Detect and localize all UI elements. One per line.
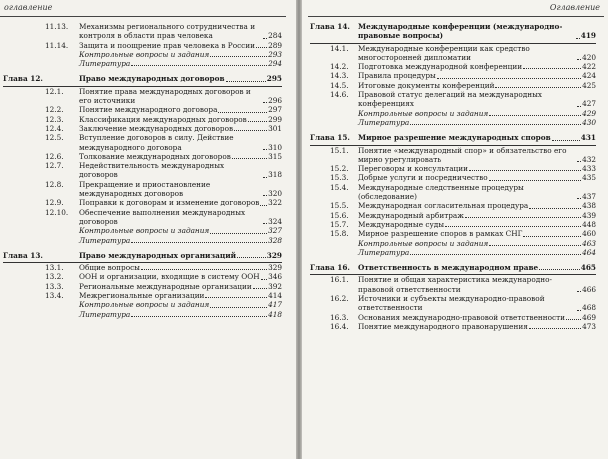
toc-number: 15.7. [330,219,349,229]
toc-number: 12.2. [45,105,64,115]
toc-page-number: 435 [582,173,596,183]
leader-dots [232,158,267,159]
toc-number: 13.1. [45,263,64,273]
toc-number: 15.8. [330,229,349,239]
toc-title: Поправки к договорам и изменение договоров [79,198,260,208]
toc-page-number: 294 [268,59,282,69]
toc-title: Мирное разрешение споров в рамках СНГ [358,229,523,239]
leader-dots [577,291,581,292]
leader-dots [263,149,267,150]
leader-dots [263,195,267,196]
leader-dots [141,269,267,270]
toc-title: Механизмы регионального сотрудничества и контроля в области прав человека [79,22,256,41]
leader-dots [210,233,267,234]
toc-title: Заключение международных договоров [79,123,234,133]
toc-title: Право международных договоров [79,74,225,84]
toc-number: 13.2. [45,272,64,282]
leader-dots [465,217,581,218]
toc-page-number: 431 [580,133,596,143]
toc-page-number: 414 [268,291,282,301]
toc-title: Обеспечение выполнения международных договоров [79,207,246,226]
toc-title: Ответственность в международном праве [358,263,539,273]
toc-title: Мирное разрешение международных споров [358,133,551,143]
toc-page-number: 328 [268,235,282,245]
leader-dots [131,65,267,66]
toc-page-number: 329 [266,250,282,260]
toc-page-number: 297 [268,105,282,115]
toc-page-number: 420 [582,52,596,62]
leader-dots [210,56,267,57]
toc-title: Классификация международных договоров [79,114,247,124]
leader-dots [529,208,581,209]
toc-chapter-entry [3,251,282,263]
toc-section-entry [3,291,282,300]
toc-page-number: 299 [268,114,282,124]
leader-dots [539,269,580,270]
toc-section-entry [3,161,282,180]
toc-title: Понятие международного правонарушения [358,321,528,331]
toc-number: 16.4. [330,321,349,331]
toc-page-number: 295 [266,74,282,84]
toc-page-number: 417 [268,300,282,310]
leader-dots [253,288,267,289]
toc-number: 14.3. [330,71,349,81]
leader-dots [410,124,581,125]
toc-section-entry [310,322,596,331]
toc-number: 12.9. [45,198,64,208]
toc-page-number: 430 [582,117,596,127]
toc-extra-entry [3,226,282,235]
toc-page-number: 460 [582,229,596,239]
toc-title: Контрольные вопросы и задания [79,226,210,236]
toc-title: Понятие и общая характеристика международно-правовой ответственности [358,275,552,294]
leader-dots [131,242,267,243]
leader-dots [529,328,581,329]
running-head: Оглавление [549,3,600,12]
toc-section-entry [3,87,282,106]
toc-page-number: 419 [580,31,596,41]
leader-dots [523,236,581,237]
toc-number: Глава 15. [310,133,350,143]
toc-number: Глава 13. [3,250,43,260]
leader-dots [248,121,267,122]
toc-section-entry [310,81,596,90]
leader-dots [234,130,267,131]
toc-section-entry [310,211,596,220]
toc-chapter-entry [310,263,596,275]
toc-section-entry [3,208,282,227]
toc-page-number: 464 [582,247,596,257]
toc-title: Литература [358,117,410,127]
toc-section-entry [310,313,596,322]
toc-page-number: 473 [582,321,596,331]
toc-page-number: 437 [582,192,596,202]
leader-dots [131,316,267,317]
toc-section-entry [3,198,282,207]
toc-page-number: 346 [268,272,282,282]
toc-extra-entry [3,300,282,309]
toc-number: 14.1. [330,43,349,53]
toc-number: 12.8. [45,179,64,189]
toc-chapter-entry [310,22,596,44]
toc-number: 12.1. [45,86,64,96]
toc-section-entry [310,229,596,238]
leader-dots [261,279,267,280]
toc-title: Понятие «международный спор» и обязательство его мирно урегулировать [358,145,567,164]
header-rule [0,16,286,17]
toc-number: 12.5. [45,133,64,143]
toc-title: Источники и субъекты международно-правовой ответственности [358,294,545,313]
toc-page-number: 392 [268,281,282,291]
toc-title: Литература [79,309,131,319]
leader-dots [445,226,581,227]
toc-extra-entry [3,59,282,68]
toc-page-number: 448 [582,219,596,229]
toc-extra-entry [310,248,596,257]
toc-title: Контрольные вопросы и задания [358,108,489,118]
leader-dots [577,106,581,107]
toc-number: 16.1. [330,275,349,285]
leader-dots [566,319,581,320]
toc-section-entry [310,220,596,229]
toc-section-entry [3,133,282,152]
leader-dots [552,140,580,141]
toc-number: Глава 16. [310,263,350,273]
toc-extra-entry [3,236,282,245]
leader-dots [218,112,267,113]
toc-page-number: 284 [268,31,282,41]
leader-dots [263,102,267,103]
toc-section-entry [3,115,282,124]
leader-dots [205,297,267,298]
leader-dots [489,245,581,246]
toc-extra-entry [310,118,596,127]
leader-dots [576,38,580,39]
leader-dots [263,177,267,178]
toc-section-entry [310,44,596,63]
toc-number: 16.2. [330,294,349,304]
toc-title: Литература [358,247,410,257]
leader-dots [260,205,267,206]
toc-extra-entry [3,50,282,59]
toc-title: Международная согласительная процедура [358,201,529,211]
toc-section-entry [310,183,596,202]
toc-page-number: 425 [582,80,596,90]
toc-number: Глава 12. [3,74,43,84]
toc-section-entry [310,294,596,313]
toc-title: Недействительность международных договоров [79,161,225,180]
leader-dots [226,81,266,82]
toc-section-entry [310,275,596,294]
toc-page-number: 327 [268,226,282,236]
toc-title: Межрегиональные организации [79,291,205,301]
toc-page-number: 315 [268,151,282,161]
toc-page-number: 438 [582,201,596,211]
toc-title: Контрольные вопросы и задания [79,49,210,59]
toc-title: ООН и организации, входящие в систему ООН [79,272,260,282]
toc-title: Итоговые документы конференций [358,80,495,90]
toc-number: 15.2. [330,164,349,174]
toc-page-number: 466 [582,284,596,294]
table-of-contents [310,22,596,331]
toc-page-number: 439 [582,210,596,220]
toc-page-number: 427 [582,99,596,109]
leader-dots [489,180,581,181]
toc-page-number: 424 [582,71,596,81]
toc-page-number: 293 [268,49,282,59]
toc-number: 12.10. [45,207,69,217]
leader-dots [256,47,267,48]
toc-title: Контрольные вопросы и задания [358,238,489,248]
leader-dots [210,307,267,308]
toc-page-number: 320 [268,189,282,199]
toc-page-number: 310 [268,142,282,152]
toc-page-number: 418 [268,309,282,319]
toc-page-number: 465 [580,263,596,273]
toc-number: 13.4. [45,291,64,301]
toc-extra-entry [3,310,282,319]
toc-title: Вступление договоров в силу. Действие международного договора [79,133,234,152]
running-head: оглавление [4,3,53,12]
toc-title: Литература [79,59,131,69]
toc-title: Международные конференции (международно-правовые вопросы) [358,22,563,41]
toc-page-number: 296 [268,96,282,106]
leader-dots [577,161,581,162]
toc-number: 15.5. [330,201,349,211]
toc-section-entry [310,173,596,182]
toc-section-entry [3,105,282,114]
right-page [302,0,608,459]
toc-page-number: 433 [582,164,596,174]
toc-title: Международные следственные процедуры (обследование) [358,182,524,202]
left-page [0,0,296,459]
toc-chapter-entry [310,133,596,145]
toc-page-number: 301 [268,123,282,133]
toc-section-entry [310,201,596,210]
toc-number: 13.3. [45,281,64,291]
header-rule [308,16,604,17]
toc-number: 11.14. [45,40,69,50]
leader-dots [523,68,581,69]
toc-title: Международные суды [358,219,445,229]
toc-title: Международные конференции как средство многосторонней дипломатии [358,43,530,62]
toc-title: Защита и поощрение прав человека в России [79,40,255,50]
toc-number: 12.7. [45,161,64,171]
toc-number: 11.13. [45,22,69,31]
leader-dots [577,59,581,60]
toc-title: Толкование международных договоров [79,151,231,161]
toc-extra-entry [310,239,596,248]
toc-title: Понятие международного договора [79,105,218,115]
toc-page-number: 329 [268,263,282,273]
toc-extra-entry [310,109,596,118]
toc-page-number: 432 [582,154,596,164]
toc-number: 12.3. [45,114,64,124]
toc-number: 14.2. [330,62,349,72]
toc-number: 15.4. [330,182,349,192]
toc-number: 15.1. [330,145,349,155]
leader-dots [263,38,267,39]
toc-section-entry [310,90,596,109]
toc-number: 12.6. [45,151,64,161]
leader-dots [495,87,581,88]
toc-section-entry [310,146,596,165]
toc-page-number: 429 [582,108,596,118]
toc-section-entry [3,41,282,50]
toc-title: Региональные международные организации [79,281,252,291]
leader-dots [263,223,267,224]
toc-section-entry [310,164,596,173]
toc-title: Прекращение и приостановление международных договоров [79,179,211,199]
leader-dots [489,115,581,116]
toc-number: 15.6. [330,210,349,220]
toc-section-entry [3,272,282,281]
toc-title: Право международных организаций [79,250,237,260]
toc-page-number: 322 [268,198,282,208]
toc-title: Основания международно-правовой ответственности [358,312,566,322]
toc-chapter-entry [3,74,282,86]
toc-title: Добрые услуги и посредничество [358,173,488,183]
toc-page-number: 469 [582,312,596,322]
toc-title: Литература [79,235,131,245]
toc-number: 12.4. [45,123,64,133]
toc-page-number: 463 [582,238,596,248]
toc-section-entry [3,263,282,272]
toc-title: Общие вопросы [79,263,140,273]
toc-title: Подготовка международной конференции [358,62,523,72]
toc-number: 14.5. [330,80,349,90]
toc-page-number: 318 [268,170,282,180]
toc-section-entry [3,22,282,41]
toc-section-entry [3,282,282,291]
toc-section-entry [3,124,282,133]
toc-title: Правовой статус делегаций на международных конференциях [358,90,543,109]
toc-section-entry [310,71,596,80]
toc-number: 14.6. [330,90,349,100]
toc-page-number: 289 [268,40,282,50]
toc-page-number: 324 [268,216,282,226]
toc-title: Переговоры и консультации [358,164,468,174]
toc-number: 15.3. [330,173,349,183]
toc-title: Понятие права международных договоров и его источники [79,86,251,106]
leader-dots [410,254,581,255]
leader-dots [469,170,581,171]
toc-number: 16.3. [330,312,349,322]
leader-dots [577,198,581,199]
toc-title: Правила процедуры [358,71,436,81]
leader-dots [237,257,266,258]
toc-section-entry [3,152,282,161]
toc-number: Глава 14. [310,22,350,31]
toc-page-number: 422 [582,62,596,72]
toc-page-number: 468 [582,303,596,313]
table-of-contents [3,22,282,319]
toc-section-entry [3,180,282,199]
toc-section-entry [310,62,596,71]
leader-dots [577,310,581,311]
toc-title: Контрольные вопросы и задания [79,300,210,310]
toc-title: Международный арбитраж [358,210,464,220]
leader-dots [437,78,581,79]
